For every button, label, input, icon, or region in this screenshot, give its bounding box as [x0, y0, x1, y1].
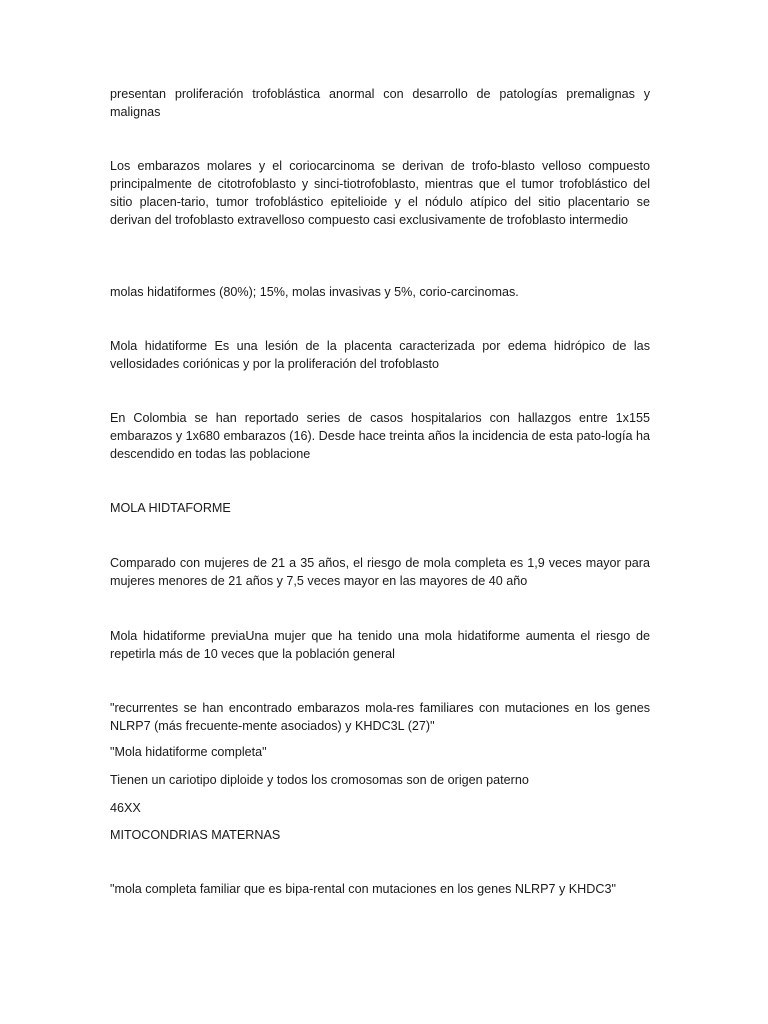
paragraph-46xx: 46XX — [110, 801, 141, 815]
paragraph-riesgo-edad: Comparado con mujeres de 21 a 35 años, el riesgo de mola completa es 1,9 veces mayor para mujeres menores de 21 años y 7,5 veces mayor en las mayores de 40 año — [110, 556, 650, 588]
paragraph-porcentajes: molas hidatiformes (80%); 15%, molas invasivas y 5%, corio-carcinomas. — [110, 285, 519, 299]
paragraph-mitocondrias: MITOCONDRIAS MATERNAS — [110, 828, 281, 842]
paragraph-colombia: En Colombia se han reportado series de casos hospitalarios con hallazgos entre 1x155 embarazos y 1x680 embarazos (16). Desde hace treinta años la incidencia de esta pato-logía ha descendido en todas las poblacione — [110, 411, 650, 461]
paragraph-mola-familiar: "mola completa familiar que es bipa-rental con mutaciones en los genes NLRP7 y KHDC3" — [110, 882, 616, 896]
paragraph-proliferacion: presentan proliferación trofoblástica anormal con desarrollo de patologías premalignas y malignas — [110, 87, 650, 119]
paragraph-cariotipo: Tienen un cariotipo diploide y todos los cromosomas son de origen paterno — [110, 773, 529, 787]
paragraph-embarazos-molares: Los embarazos molares y el coriocarcinoma se derivan de trofo-blasto velloso compuesto principalmente de citotrofoblasto y sinci-tiotrofoblasto, mientras que el tumor trofoblástico del sitio placen-tario, tumor trofoblástico epitelioide y el nódulo atípico del sitio placentario se derivan del trofoblasto extravelloso compuesto casi exclusivamente de trofoblasto intermedio — [110, 159, 650, 227]
paragraph-recurrentes: "recurrentes se han encontrado embarazos mola-res familiares con mutaciones en los genes NLRP7 (más frecuente-mente asociados) y KHDC3L (27)" — [110, 701, 650, 733]
paragraph-mola-previa: Mola hidatiforme previaUna mujer que ha tenido una mola hidatiforme aumenta el riesgo de repetirla más de 10 veces que la población general — [110, 629, 650, 661]
paragraph-definicion-mola: Mola hidatiforme Es una lesión de la placenta caracterizada por edema hidrópico de las vellosidades coriónicas y por la proliferación del trofoblasto — [110, 339, 650, 371]
paragraph-mola-completa-title: "Mola hidatiforme completa" — [110, 745, 267, 759]
heading-mola-hidtaforme: MOLA HIDTAFORME — [110, 501, 231, 515]
